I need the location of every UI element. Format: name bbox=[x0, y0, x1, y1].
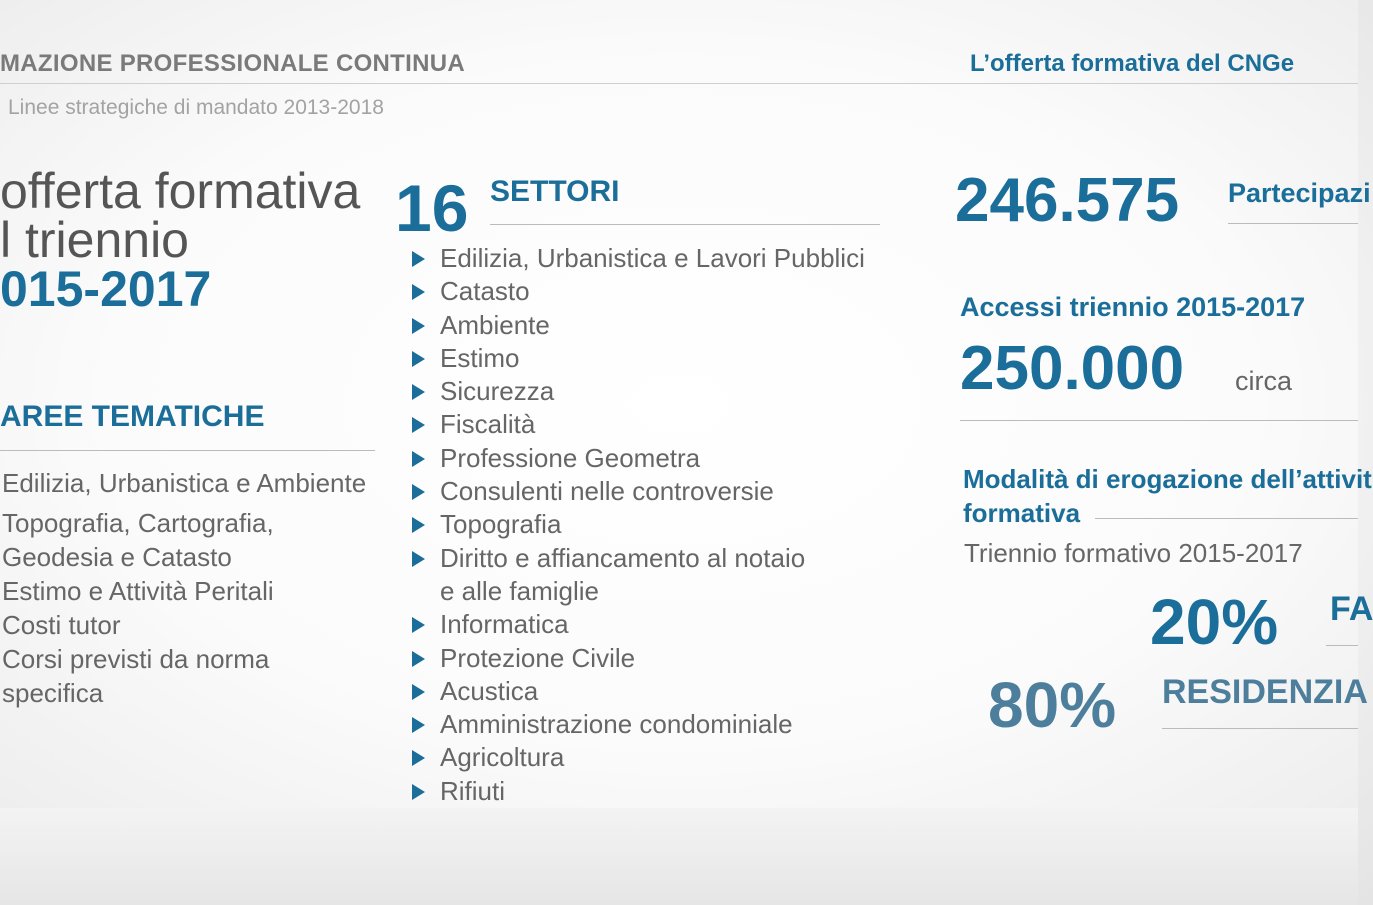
header-left-title: MAZIONE PROFESSIONALE CONTINUA bbox=[0, 50, 466, 77]
aree-list bbox=[2, 466, 366, 710]
settori-item: Ambiente bbox=[412, 309, 865, 342]
settori-item: Rifiuti bbox=[412, 775, 865, 808]
main-title bbox=[0, 163, 361, 317]
accessi-divider bbox=[960, 420, 1358, 421]
main-title-line2: l triennio bbox=[0, 212, 189, 268]
residenziale-label: RESIDENZIA bbox=[1162, 673, 1368, 711]
settori-item: Catasto bbox=[412, 275, 865, 308]
accessi-label: Accessi triennio 2015-2017 bbox=[960, 292, 1306, 322]
modalita-heading-line2: formativa bbox=[963, 498, 1081, 528]
settori-item-continued: e alle famiglie bbox=[440, 575, 599, 606]
bullet-triangle-icon bbox=[412, 717, 425, 733]
aree-item: Geodesia e Catasto bbox=[2, 542, 232, 572]
settori-count: 16 bbox=[395, 171, 469, 245]
settori-item: Agricoltura bbox=[412, 741, 865, 774]
settori-item: Topografia bbox=[412, 508, 865, 541]
main-title-line1: offerta formativa bbox=[0, 163, 361, 219]
settori-item: Estimo bbox=[412, 342, 865, 375]
bullet-triangle-icon bbox=[412, 451, 425, 467]
aree-item: Costi tutor bbox=[2, 610, 121, 640]
bullet-triangle-icon bbox=[412, 617, 425, 633]
fad-label: FA bbox=[1330, 590, 1373, 628]
aree-item: Estimo e Attività Peritali bbox=[2, 576, 274, 606]
fad-divider bbox=[1326, 645, 1358, 646]
bullet-triangle-icon bbox=[412, 750, 425, 766]
modalita-heading-line1: Modalità di erogazione dell’attivit bbox=[963, 464, 1372, 494]
partecipazioni-value: 246.575 bbox=[955, 166, 1180, 235]
bullet-triangle-icon bbox=[412, 484, 425, 500]
bullet-triangle-icon bbox=[412, 318, 425, 334]
settori-heading: SETTORI bbox=[490, 175, 620, 208]
partecipazioni-divider bbox=[1228, 223, 1358, 224]
bullet-triangle-icon bbox=[412, 284, 425, 300]
aree-heading: AREE TEMATICHE bbox=[0, 400, 265, 433]
aree-item: specifica bbox=[2, 678, 104, 708]
bullet-triangle-icon bbox=[412, 551, 425, 567]
settori-item: Acustica bbox=[412, 675, 865, 708]
bullet-triangle-icon bbox=[412, 351, 425, 367]
partecipazioni-label: Partecipazi bbox=[1228, 178, 1371, 208]
bullet-triangle-icon bbox=[412, 651, 425, 667]
fad-percentage: 20% bbox=[1150, 586, 1279, 658]
settori-item: Consulenti nelle controversie bbox=[412, 475, 865, 508]
bullet-triangle-icon bbox=[412, 417, 425, 433]
aree-item: Topografia, Cartografia, bbox=[2, 508, 274, 538]
header-subtitle: Linee strategiche di mandato 2013-2018 bbox=[8, 96, 384, 119]
residenziale-percentage: 80% bbox=[988, 669, 1117, 741]
settori-item: Protezione Civile bbox=[412, 642, 865, 675]
settori-item: Diritto e affiancamento al notaio bbox=[412, 542, 865, 575]
settori-item: Fiscalità bbox=[412, 408, 865, 441]
settori-item: Edilizia, Urbanistica e Lavori Pubblici bbox=[412, 242, 865, 275]
settori-item: Informatica bbox=[412, 608, 865, 641]
settori-divider bbox=[490, 224, 880, 225]
settori-item: Sicurezza bbox=[412, 375, 865, 408]
bullet-triangle-icon bbox=[412, 251, 425, 267]
triennio-label: Triennio formativo 2015-2017 bbox=[964, 538, 1303, 568]
accessi-value: 250.000 bbox=[960, 334, 1185, 403]
settori-item: Professione Geometra bbox=[412, 442, 865, 475]
header-right-title: L’offerta formativa del CNGe bbox=[970, 50, 1295, 77]
bullet-triangle-icon bbox=[412, 784, 425, 800]
settori-item: Amministrazione condominiale bbox=[412, 708, 865, 741]
header-divider bbox=[0, 83, 1358, 84]
bullet-triangle-icon bbox=[412, 684, 425, 700]
accessi-suffix: circa bbox=[1235, 366, 1293, 396]
main-title-years: 015-2017 bbox=[0, 261, 212, 317]
aree-item: Corsi previsti da norma bbox=[2, 644, 270, 674]
bottom-band bbox=[0, 808, 1358, 905]
modalita-divider bbox=[1095, 518, 1358, 519]
residenziale-divider bbox=[1162, 728, 1358, 729]
bullet-triangle-icon bbox=[412, 384, 425, 400]
bullet-triangle-icon bbox=[412, 517, 425, 533]
settori-list bbox=[412, 242, 865, 808]
aree-divider bbox=[0, 450, 375, 451]
aree-item: Edilizia, Urbanistica e Ambiente bbox=[2, 468, 367, 498]
